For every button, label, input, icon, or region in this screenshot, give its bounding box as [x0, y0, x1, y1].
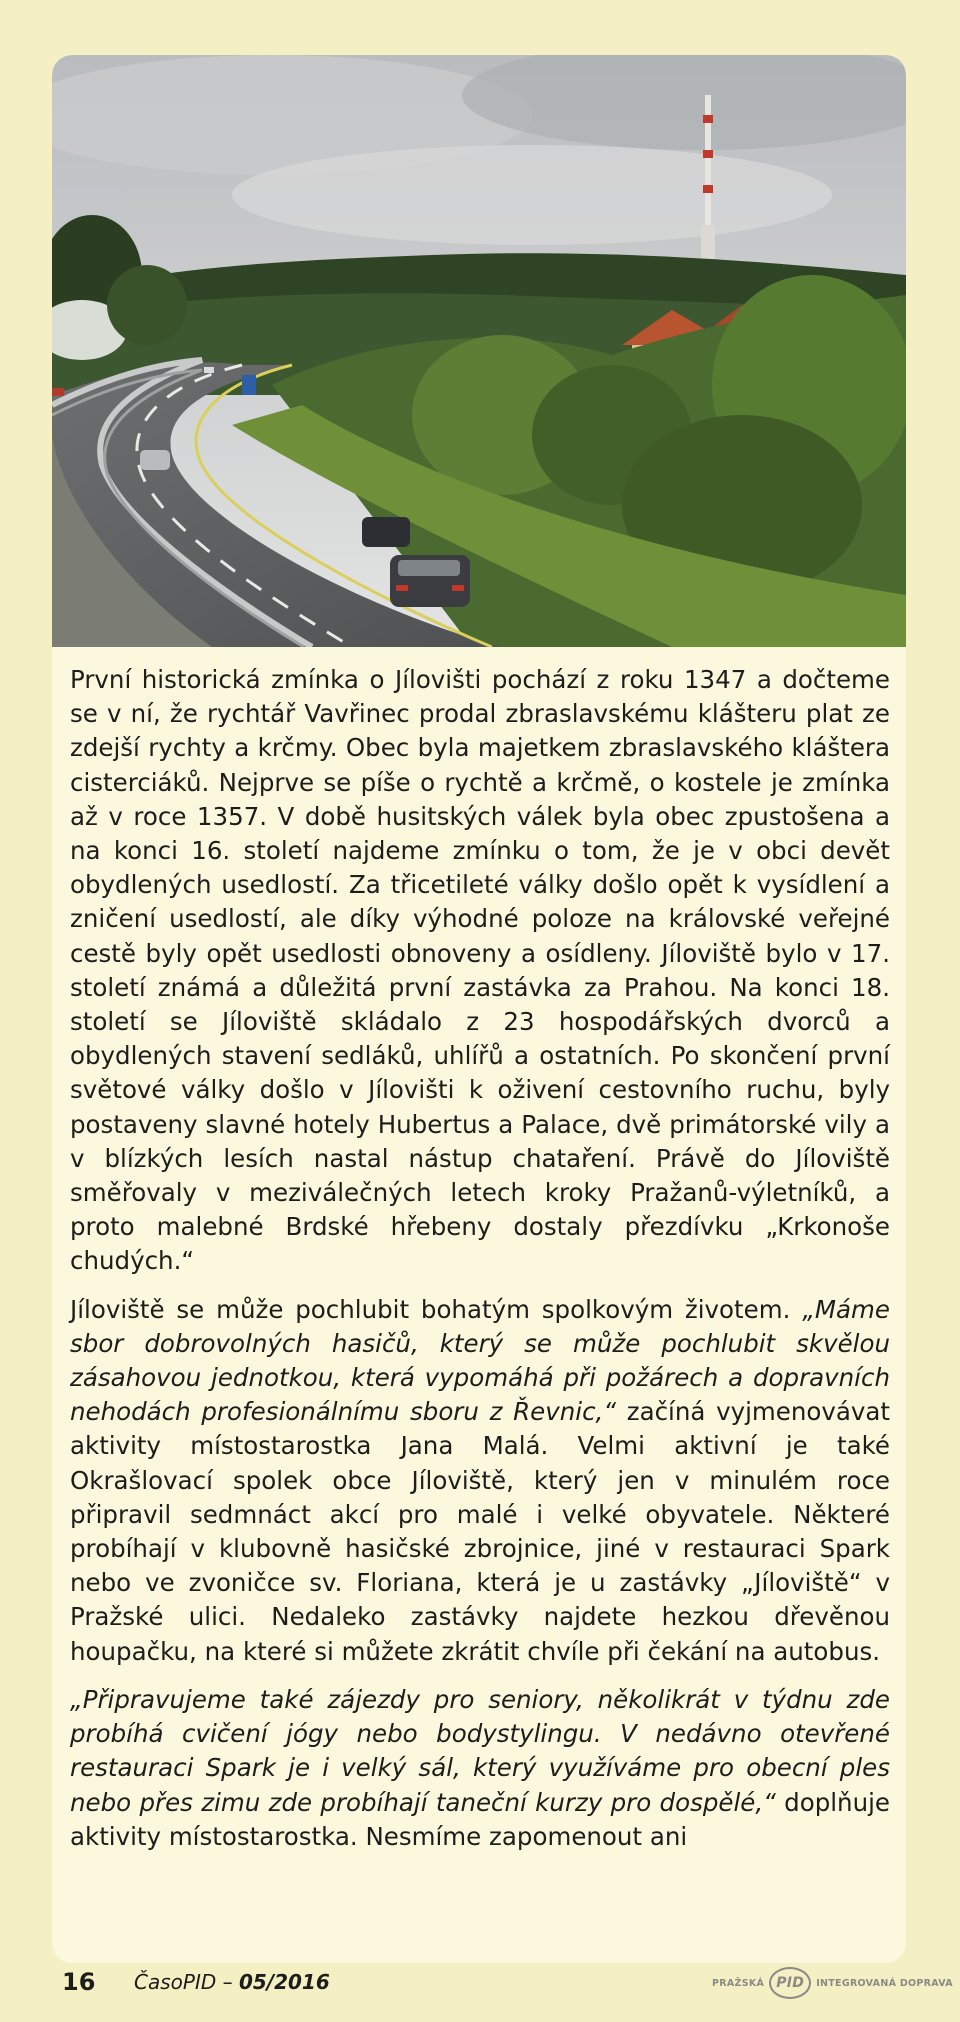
paragraph-associations-rest: začíná vyjmenovávat aktivity místostarostka Jana Malá. Velmi aktivní je také Okrašlovací spolek obce Jíloviště, který jen v minulém roce připravil sedmnáct akcí pro malé i velké obyvatele. Některé probíhají v klubovně hasičské zbrojnice, jiné v restauraci Spark nebo ve zvoničce sv. Floriana, která je u zastávky „Jíloviště“ v Pražské ulici. Nedaleko zastávky najdete hezkou dřevěnou houpačku, na které si můžete zkrátit chvíle při čekání na autobus.	[70, 1397, 890, 1666]
paragraph-activities	[70, 1683, 890, 1854]
quote-firefighters: „Máme sbor dobrovolných hasičů, který se může pochlubit skvělou zásahovou jednotkou, která vypomáhá při požárech a dopravních nehodách profesionálnímu sboru z Řevnic,“	[70, 1294, 890, 1427]
logo-text-left: PRAŽSKÁ	[712, 1977, 765, 1989]
logo-text-right: INTEGROVANÁ DOPRAVA	[816, 1977, 953, 1989]
quote-seniors: „Připravujeme také zájezdy pro seniory, několikrát v týdnu zde probíhá cvičení jógy nebo bodystylingu. V nedávno otevřené restauraci Spark je i velký sál, který využíváme pro obecní ples nebo přes zimu zde probíhají taneční kurzy pro dospělé,“	[70, 1684, 890, 1817]
page-number: 16	[62, 1968, 96, 1996]
paragraph-history: První historická zmínka o Jílovišti pochází z roku 1347 a dočteme se v ní, že rychtář Vavřinec prodal zbraslavskému klášteru plat ze zdejší rychty a krčmy. Obec byla majetkem zbraslavského kláštera cisterciáků. Nejprve se píše o rychtě a krčmě, o kostele je zmínka až v roce 1357. V době husitských válek byla obec zpustošena a na konci 16. století najdeme zmínku o tom, že je v obci devět obydlených usedlostí. Za třicetileté války došlo opět k vysídlení a zničení usedlostí, ale díky výhodné poloze na královské veřejné cestě byly opět usedlosti obnoveny a osídleny. Jíloviště bylo v 17. století známá a důležitá první zastávka za Prahou. Na konci 18. století se Jíloviště skládalo z 23 hospodářských dvorců a obydlených stavení sedláků, uhlířů a ostatních. Po skončení první světové války došlo v Jílovišti k oživení cestovního ruchu, byly postaveny slavné hotely Hubertus a Palace, dvě primátorské vily a v blízkých lesích nastal nástup chataření. Právě do Jíloviště směřovaly v meziválečných letech kroky Pražanů-výletníků, a proto malebné Brdské hřebeny dostaly přezdívku „Krkonoše chudých.“	[70, 665, 890, 1276]
pid-badge-icon: PID	[769, 1967, 811, 1999]
pid-logo	[712, 1966, 953, 2000]
paragraph-associations-intro: Jíloviště se může pochlubit bohatým spolkovým životem.	[70, 1294, 803, 1324]
paragraph-activities-rest: doplňuje aktivity místostarostka. Nesmíme zapomenout ani	[70, 1787, 890, 1851]
magazine-name: ČasoPID –	[134, 1970, 239, 1994]
highway-photo	[52, 55, 906, 647]
issue-number: 05/2016	[238, 1970, 330, 1994]
article-panel	[52, 55, 906, 1963]
highway-photo-illustration	[52, 55, 906, 647]
page-footer	[0, 1960, 960, 2010]
article-text	[70, 663, 890, 1868]
magazine-issue	[134, 1970, 330, 1994]
paragraph-associations	[70, 1293, 890, 1669]
